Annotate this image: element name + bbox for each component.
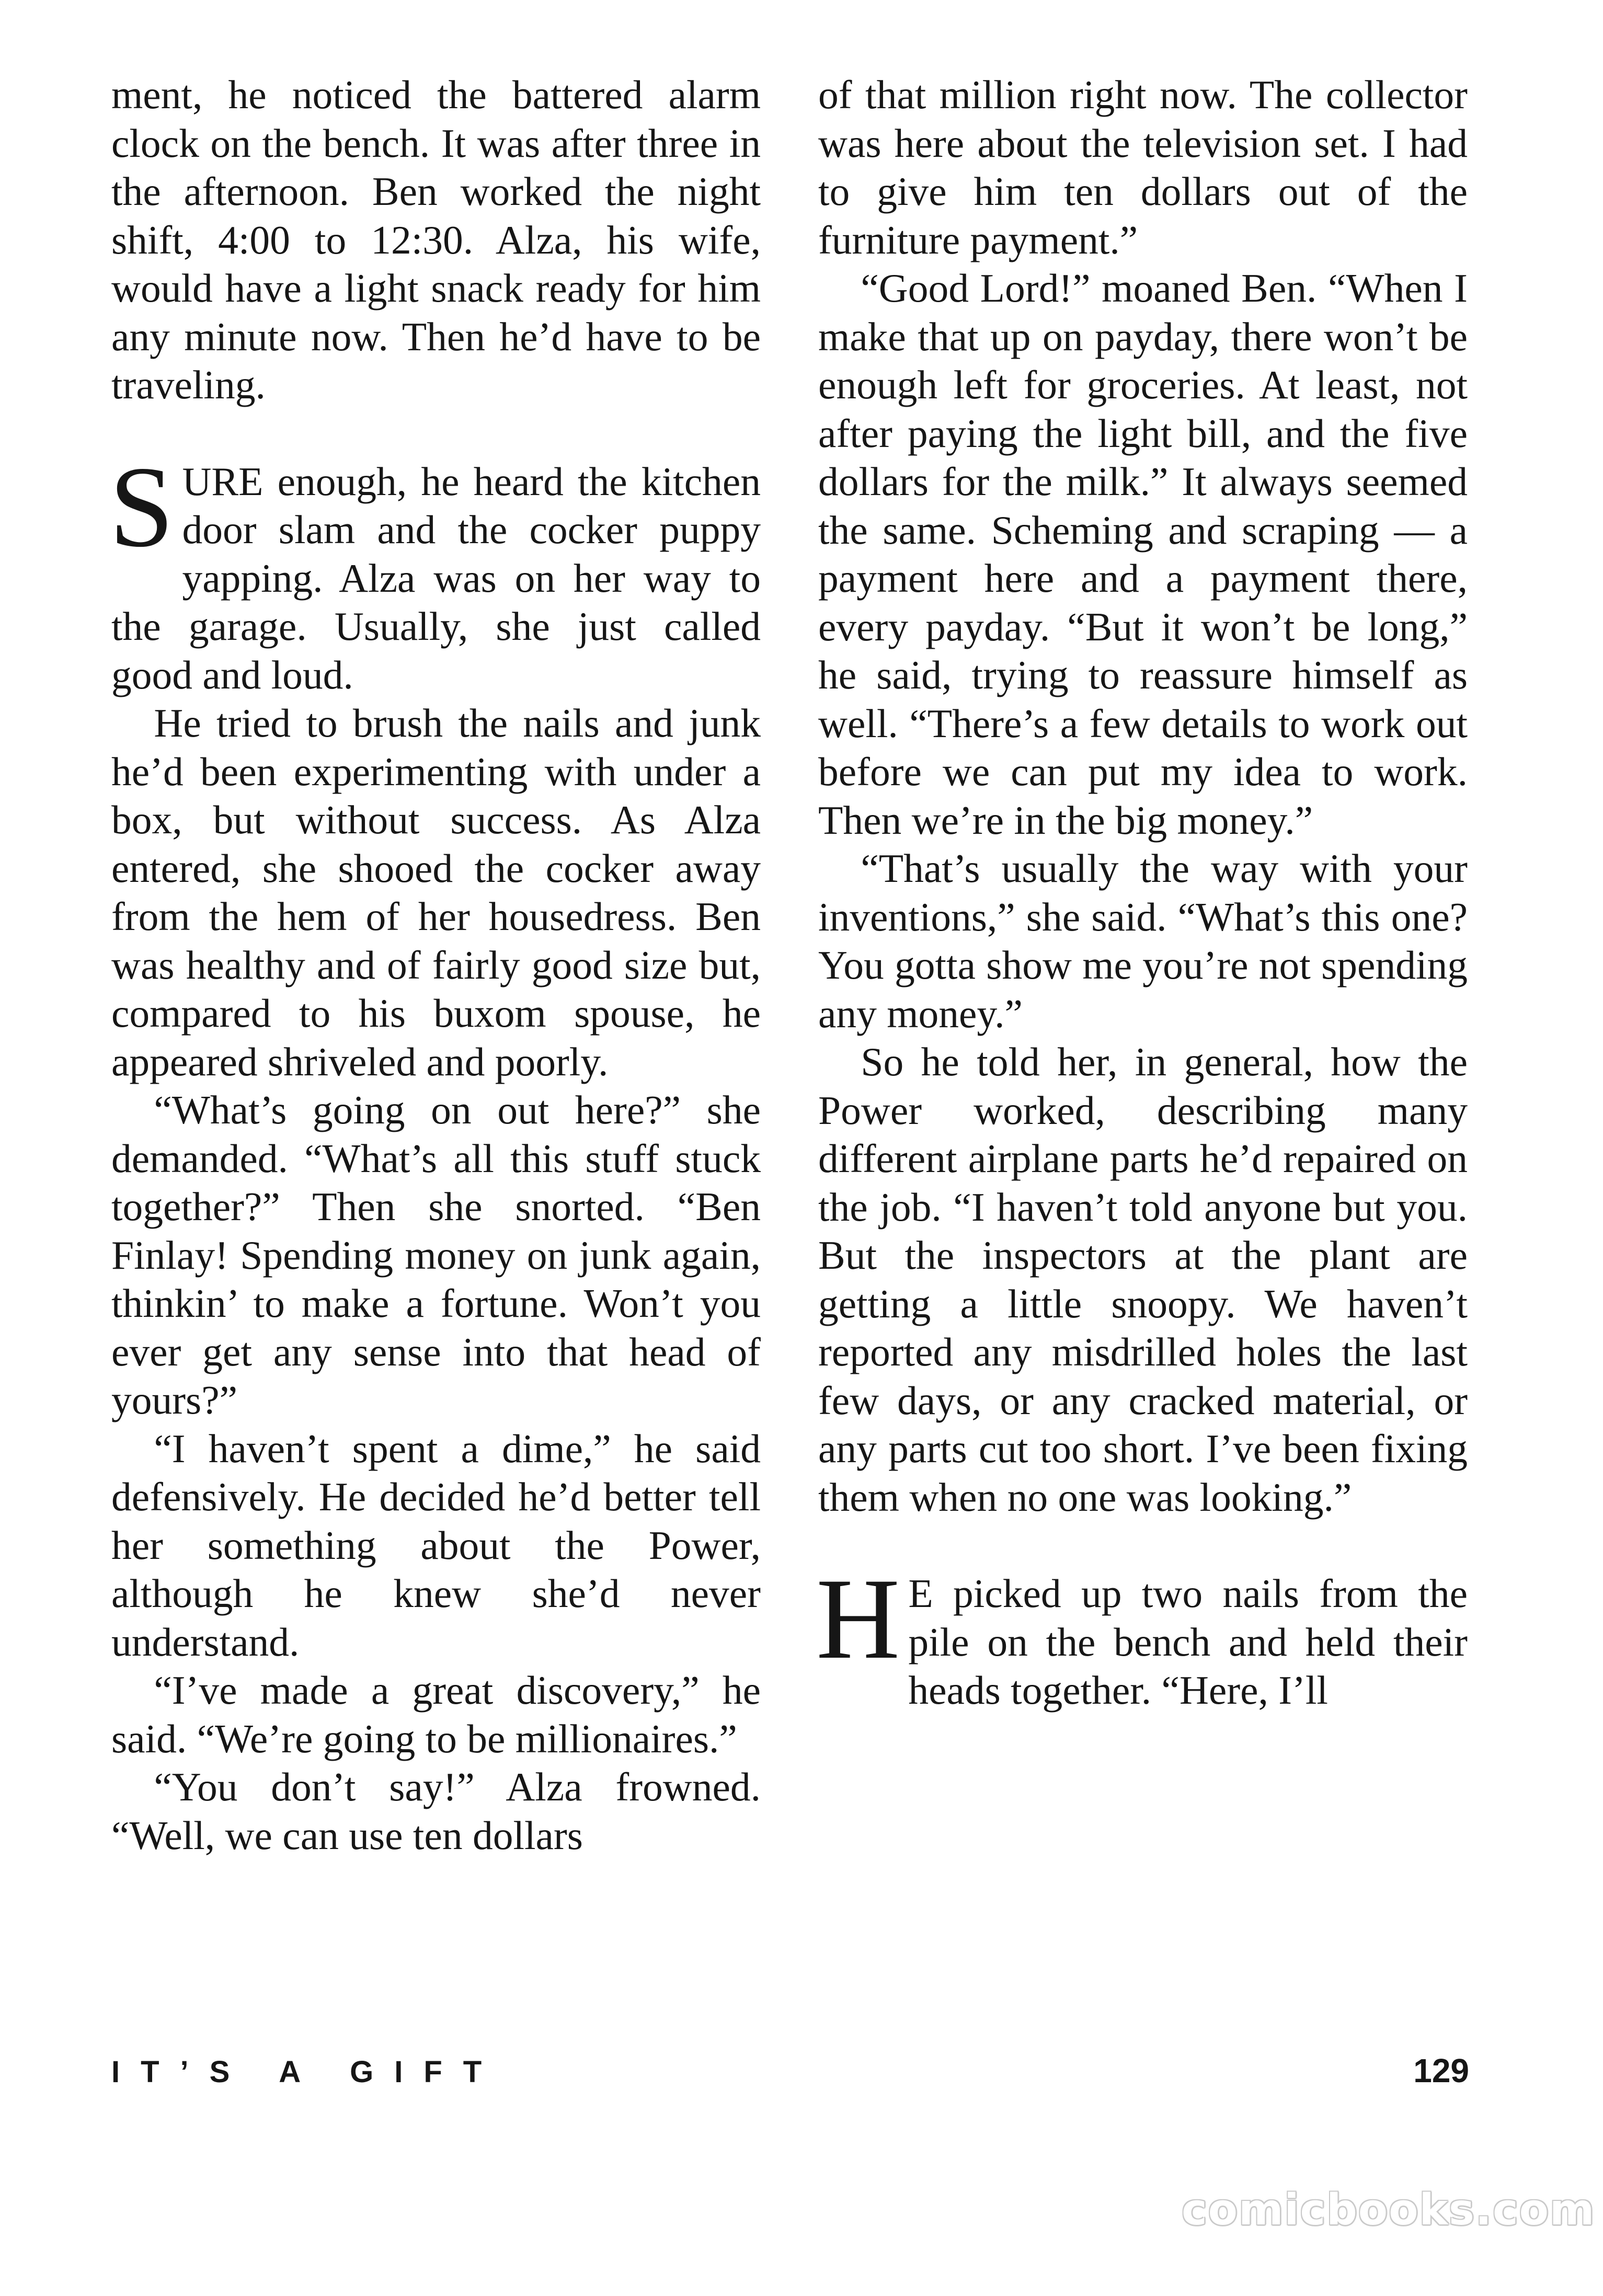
paragraph: “What’s going on out here?” she demanded. “What’s all this stuff stuck together?” Then she snorted. “Ben Finlay! Spending money on junk again, thinkin’ to make a fortune. Won’t you ever get any sense into that head of yours?” <box>111 1087 761 1422</box>
text-column-right <box>818 71 1468 1715</box>
paragraph: He tried to brush the nails and junk he’d been experimenting with under a box, but without success. As Alza entered, she shooed the cocker away from the hem of her housedress. Ben was healthy and of fairly good size but, compared to his buxom spouse, he appeared shriveled and poorly. <box>111 701 761 1084</box>
paragraph-drop-cap <box>109 442 761 699</box>
drop-cap: H <box>816 1555 900 1683</box>
watermark-logo: comicbooks.com <box>1182 2185 1596 2235</box>
paragraph: “I haven’t spent a dime,” he said defensively. He decided he’d better tell her something about the Power, although he knew she’d never understand. <box>111 1426 761 1664</box>
paragraph-text: E picked up two nails from the pile on the bench and held their heads together. “Here, I’ll <box>908 1571 1468 1713</box>
paragraph: “You don’t say!” Alza frowned. “Well, we can use ten dollars <box>111 1764 761 1858</box>
paragraph: of that million right now. The collector was here about the television set. I had to give him ten dollars out of the furniture payment.” <box>818 72 1468 262</box>
paragraph-drop-cap <box>816 1555 1468 1715</box>
paragraph: So he told her, in general, how the Power worked, describing many different airplane parts he’d repaired on the job. “I haven’t told anyone but you. But the inspectors at the plant are getting a little snoopy. We haven’t reported any misdrilled holes the last few days, or any cracked material, or any parts cut too short. I’ve been fixing them when no one was looking.” <box>818 1039 1468 1520</box>
paragraph: ment, he noticed the battered alarm clock on the bench. It was after three in the afternoon. Ben worked the night shift, 4:00 to 12:30. Alza, his wife, would have a light snack ready for him any minute now. Then he’d have to be traveling. <box>111 72 761 407</box>
paragraph: “Good Lord!” moaned Ben. “When I make that up on payday, there won’t be enough left for groceries. At least, not after paying the light bill, and the five dollars for the milk.” It always seemed the same. Scheming and scraping — a payment here and a payment there, every payday. “But it won’t be long,” he said, trying to reassure himself as well. “There’s a few details to work out before we can put my idea to work. Then we’re in the big money.” <box>818 266 1468 843</box>
running-title: IT’S A GIFT <box>111 2055 503 2089</box>
paragraph-text: URE enough, he heard the kitchen door slam and the cocker puppy yapping. Alza was on her way to the garage. Usually, she just called good and loud. <box>111 458 761 697</box>
page-number: 129 <box>1413 2052 1469 2090</box>
paragraph: “That’s usually the way with your inventions,” she said. “What’s this one? You gotta show me you’re not spending any money.” <box>818 846 1468 1036</box>
text-column-left <box>111 71 761 1859</box>
drop-cap: S <box>109 442 174 571</box>
paragraph: “I’ve made a great discovery,” he said. “We’re going to be millionaires.” <box>111 1668 761 1761</box>
